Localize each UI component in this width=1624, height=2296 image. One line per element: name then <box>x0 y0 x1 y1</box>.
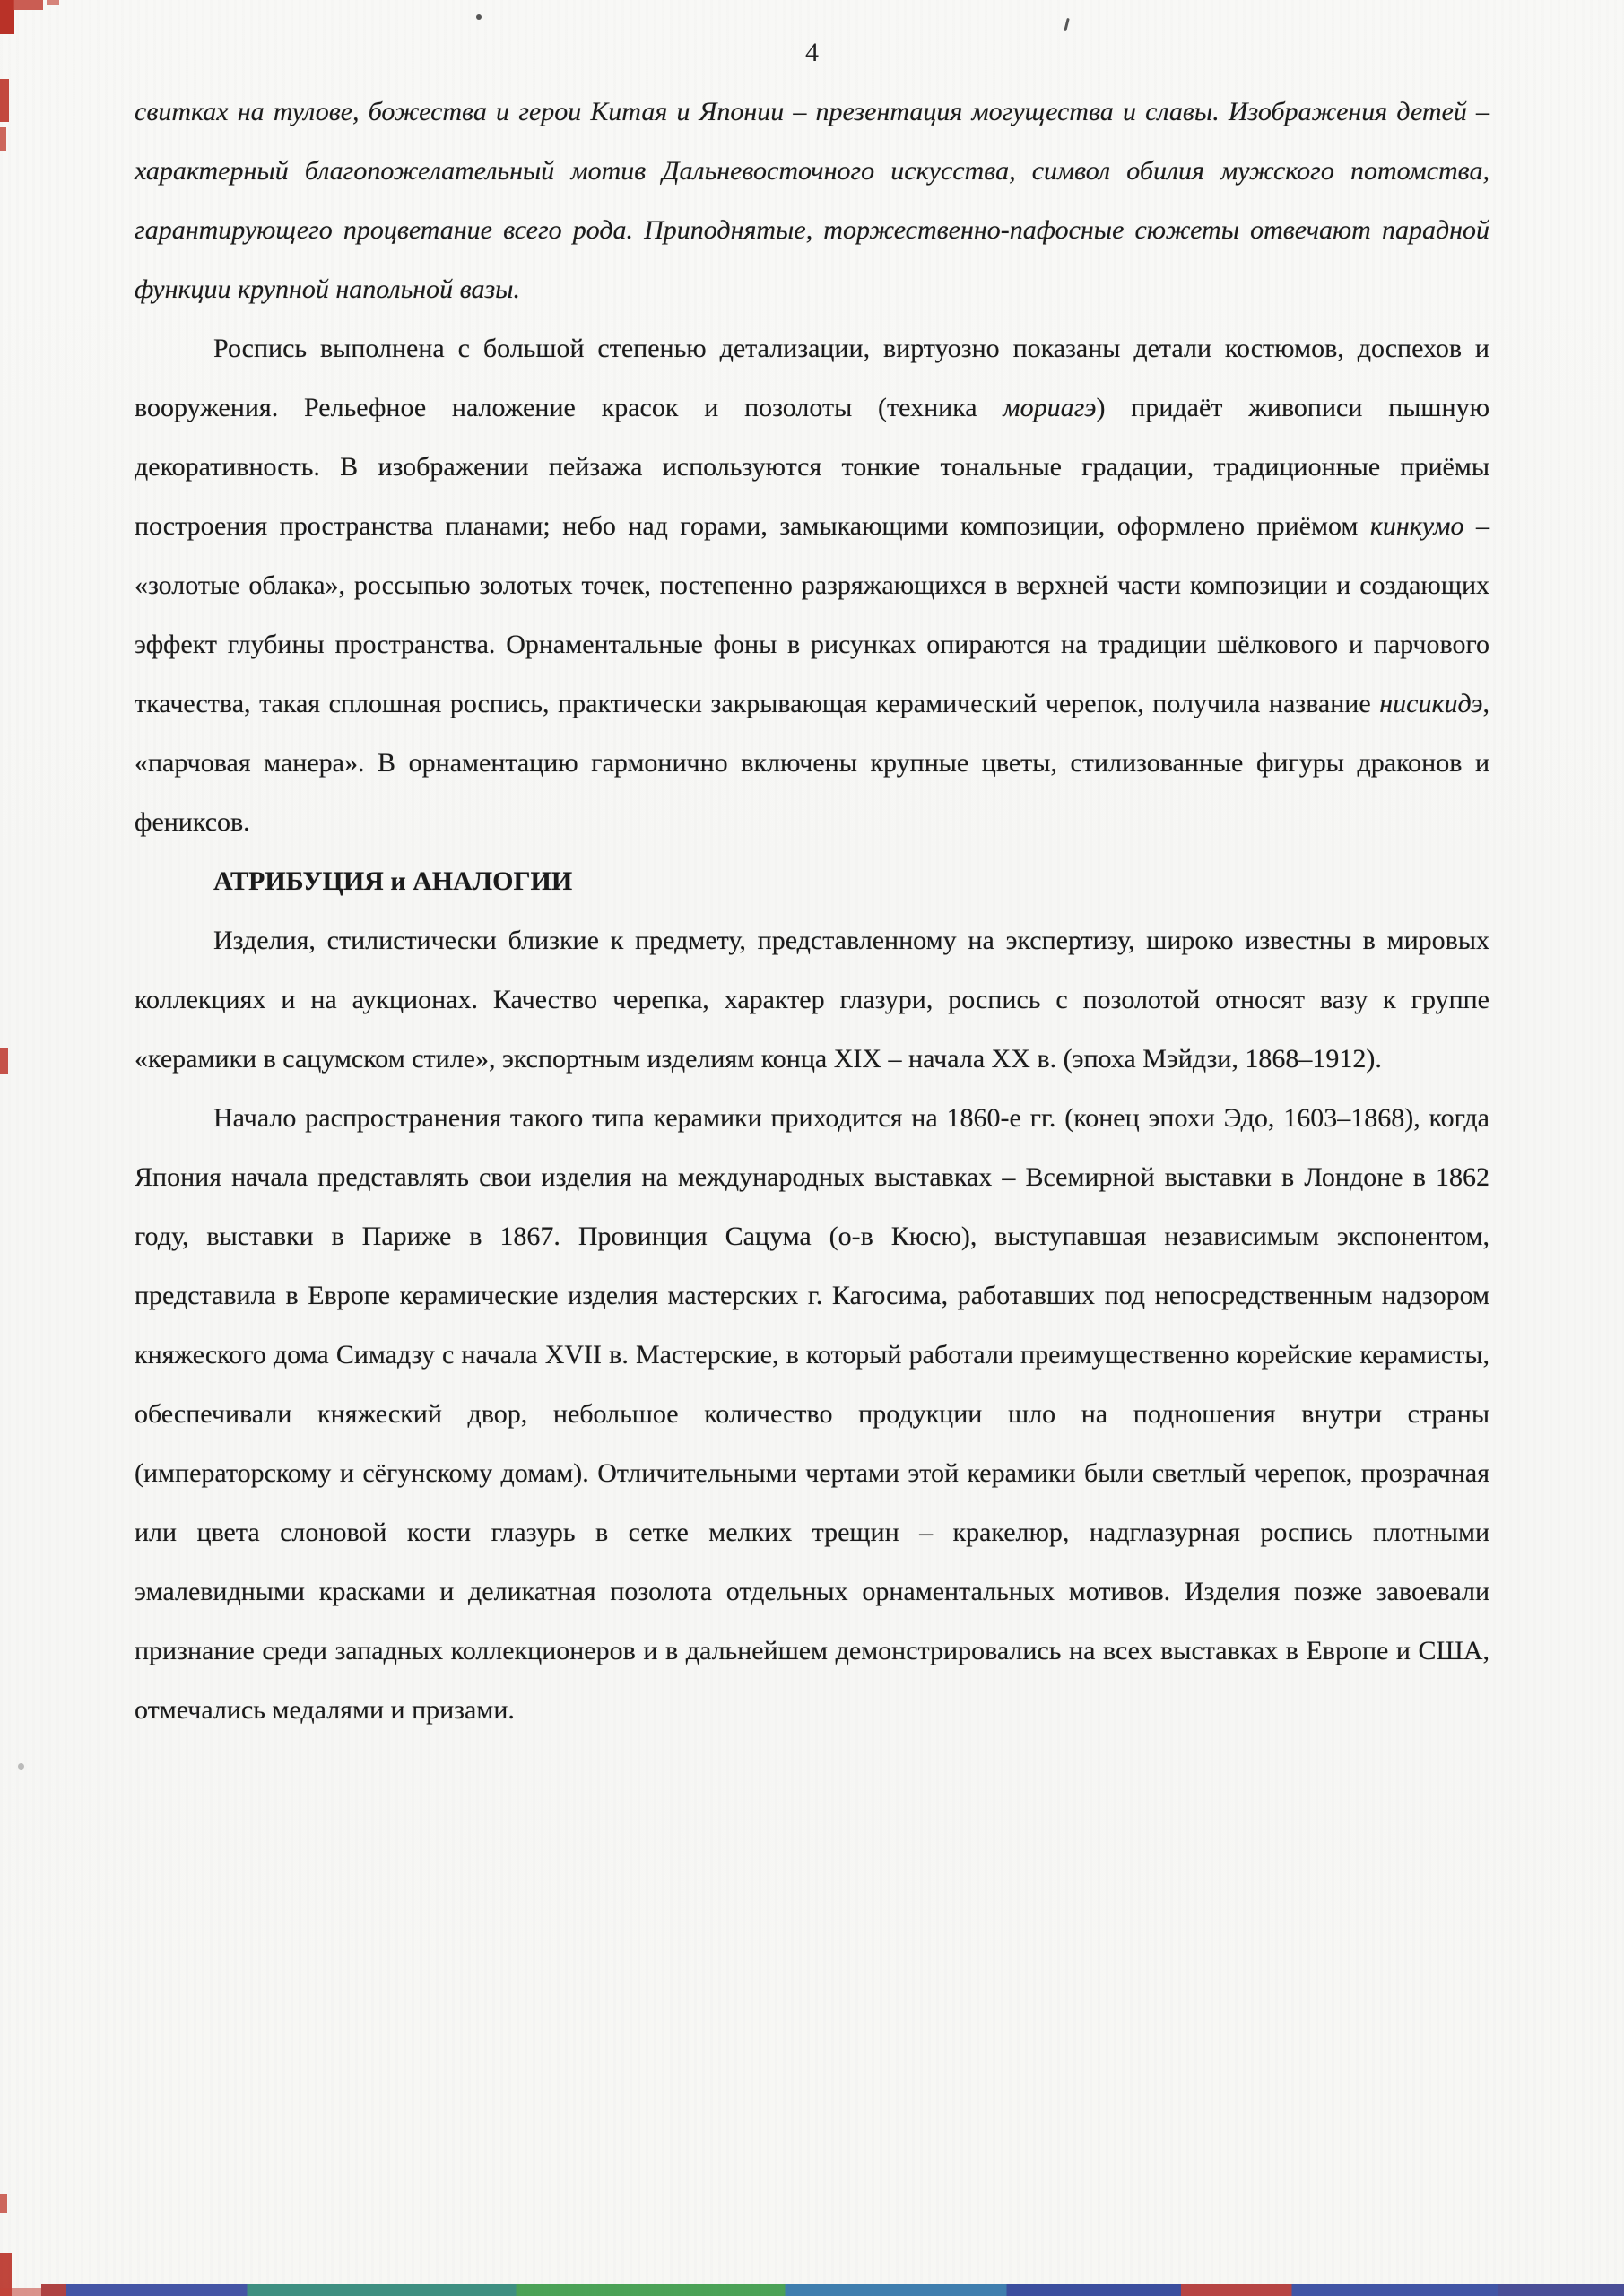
scan-artifact-red-edge-mark <box>0 127 6 151</box>
paragraph-attribution <box>135 911 1489 1089</box>
scan-artifact-red-edge-mark <box>0 2288 41 2296</box>
scan-artifact-red-edge-mark <box>0 79 9 122</box>
text-run: ) придаёт живописи пышную декоративность. В изображении пейзажа используются тонкие тональные градации, традиционные приёмы построения пространства планами; небо над горами, замыкающими композиции, оформлено приёмом <box>135 393 1489 541</box>
scan-artifact-color-strip <box>41 2284 1624 2296</box>
scan-artifact-red-corner <box>13 0 43 10</box>
text-run: Начало распространения такого типа керамики приходится на 1860-е гг. (конец эпохи Эдо, 1603–1868), когда Япония начала представлять свои изделия на международных выставках – Всемирной выставки в Лондоне в 1862 году, выставки в Париже в 1867. Провинция Сацума (о-в Кюсю), выступавшая независимым экспонентом, представила в Европе керамические изделия мастерских г. Кагосима, работавших под непосредственным надзором княжеского дома Симадзу с начала XVII в. Мастерские, в который работали преимущественно корейские керамисты, обеспечивали княжеский двор, небольшое количество продукции шло на подношения внутри страны (императорскому и сёгунскому домам). Отличительными чертами этой керамики были светлый черепок, прозрачная или цвета слоновой кости глазурь в сетке мелких трещин – кракелюр, надглазурная роспись плотными эмалевидными красками и деликатная позолота отдельных орнаментальных мотивов. Изделия позже завоевали признание среди западных коллекционеров и в дальнейшем демонстрировались на всех выставках в Европе и США, отмечались медалями и призами. <box>135 1103 1489 1725</box>
paragraph-intro-italic <box>135 83 1489 319</box>
scan-artifact-red-corner <box>0 0 14 34</box>
text-run-italic-moriage: мориагэ <box>1003 393 1097 422</box>
text-run-italic-nisikide: нисикидэ <box>1379 689 1483 718</box>
text-run: свитках на тулове, божества и герои Китая и Японии – презентация могущества и славы. Изображения детей – характерный благопожелательный мотив Дальневосточного искусства, символ обилия мужского потомства, гарантирующего процветание всего рода. Приподнятые, торжественно-пафосные сюжеты отвечают парадной функции крупной напольной вазы. <box>135 97 1489 304</box>
text-run: , «парчовая манера». В орнаментацию гармонично включены крупные цветы, стилизованные фигуры драконов и фениксов. <box>135 689 1489 837</box>
scan-artifact-red-edge-mark <box>0 1048 8 1074</box>
text-run: Изделия, стилистически близкие к предмету, представленному на экспертизу, широко известны в мировых коллекциях и на аукционах. Качество черепка, характер глазури, роспись с позолотой относят вазу к группе «керамики в сацумском стиле», экспортным изделиям конца XIX – начала XX в. (эпоха Мэйдзи, 1868–1912). <box>135 926 1489 1074</box>
scan-artifact-speck <box>18 1763 24 1770</box>
page-number: 4 <box>805 38 819 67</box>
text-run: – «золотые облака», россыпью золотых точек, постепенно разряжающихся в верхней части композиции и создающих эффект глубины пространства. Орнаментальные фоны в рисунках опираются на традиции шёлкового и парчового ткачества, такая сплошная роспись, практически закрывающая керамический черепок, получила название <box>135 511 1489 718</box>
text-run: Роспись выполнена с большой степенью детализации, виртуозно показаны детали костюмов, доспехов и вооружения. Рельефное наложение красок и позолоты (техника <box>135 334 1489 422</box>
scan-artifact-red-edge-mark <box>0 2194 7 2213</box>
scan-artifact-tick-mark <box>1064 18 1070 31</box>
text-run-italic-kinkumo: кинкумо <box>1369 511 1464 541</box>
scan-artifact-speck <box>476 14 482 20</box>
scan-artifact-red-corner <box>47 0 59 5</box>
paragraph-history <box>135 1089 1489 1740</box>
scan-artifact-red-edge-mark <box>0 2253 12 2296</box>
paragraph-painting-technique <box>135 319 1489 852</box>
document-body <box>135 83 1489 1740</box>
section-heading-attribution: АТРИБУЦИЯ и АНАЛОГИИ <box>213 866 573 896</box>
